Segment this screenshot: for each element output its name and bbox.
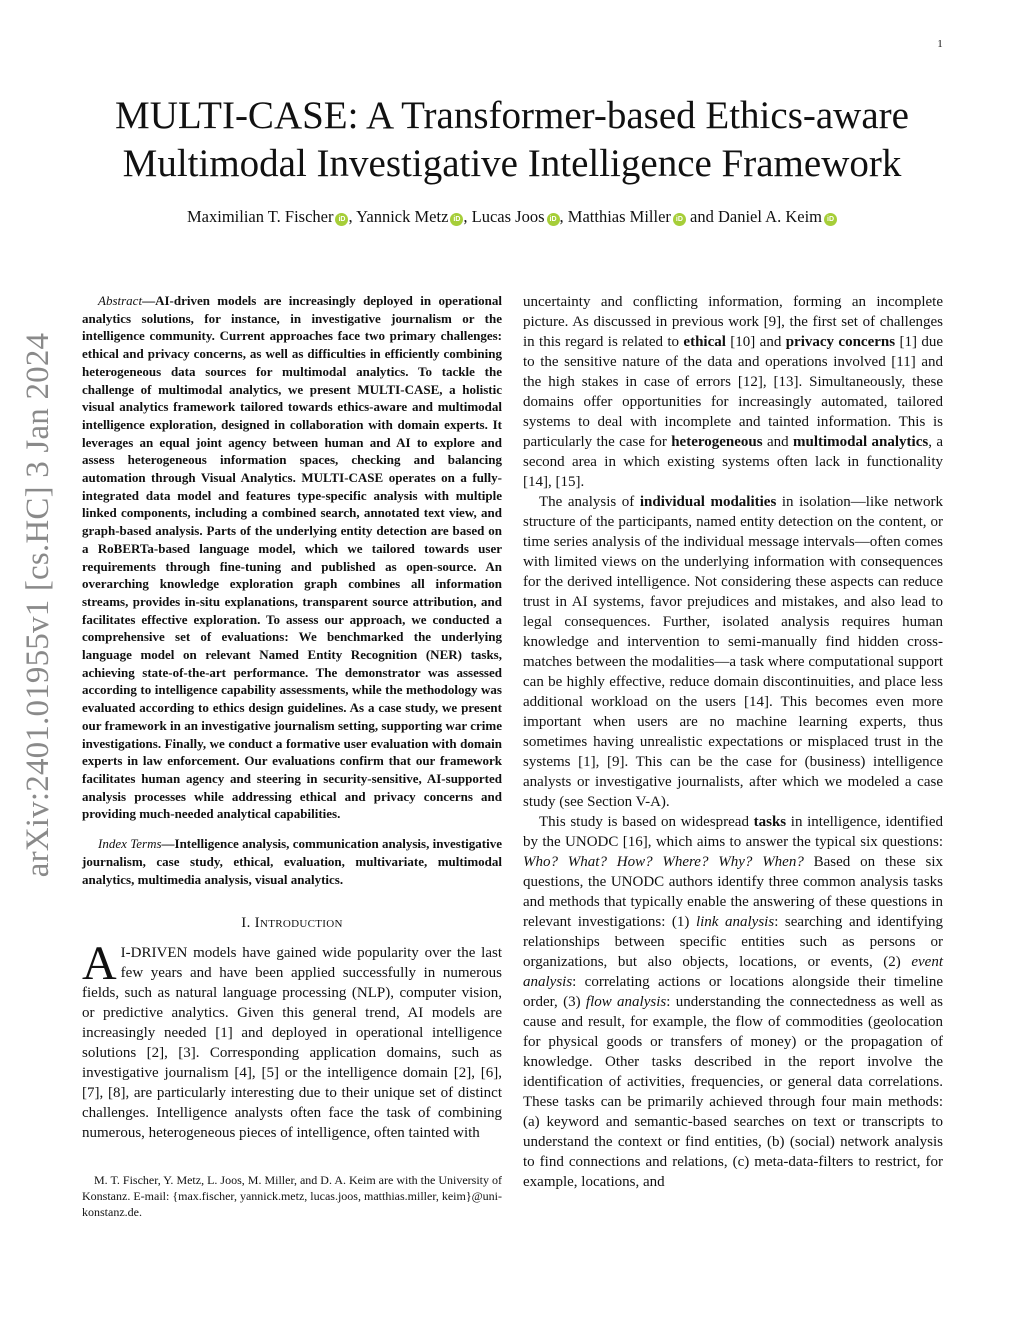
text-run: and [762, 434, 793, 450]
text-run: , a second area in which existing systems often lack in functionality [14], [15]. [523, 434, 943, 490]
abstract [82, 292, 502, 823]
author [356, 207, 463, 226]
left-column [82, 292, 502, 1232]
intro-paragraph-text: I-DRIVEN models have gained wide popularity over the last few years and have been applied successfully in numerous fields, such as natural language processing (NLP), computer vision, or predictive analytics. Given this general trend, AI models are increasingly needed [1] and deployed in operational intelligence solutions [2], [3]. Corresponding application domains, such as investigative journalism [4], [5] or the intelligence domain [2], [6], [7], [8], are particularly interesting due to their unique set of distinct challenges. Intelligence analysts often face the task of combining numerous, heterogeneous pieces of intelligence, often tainted with [82, 945, 502, 1142]
index-terms-text: —Intelligence analysis, communication analysis, investigative journalism, case study, ethical, evaluation, multivariate, multimodal analytics, multimedia analysis, visual analytics. [82, 836, 502, 887]
italic-term: flow analysis [585, 994, 667, 1010]
right-column [523, 292, 943, 1192]
title-line-2: Multimodal Investigative Intelligence Framework [122, 142, 902, 185]
author-separator: , [463, 207, 472, 226]
author-list [60, 205, 964, 229]
text-run: in intelligence, identified by the UNODC [16], which aims to answer the typical six questions: [523, 814, 943, 850]
orcid-icon[interactable]: iD [547, 213, 560, 226]
author-separator: and [685, 207, 718, 226]
author [718, 207, 837, 226]
drop-cap: A [82, 937, 117, 991]
author-name: Maximilian T. Fischer [186, 207, 334, 226]
author-name: Yannick Metz [356, 207, 449, 226]
index-terms [82, 835, 502, 888]
arxiv-identifier-stamp[interactable]: arXiv:2401.01955v1 [cs.HC] 3 Jan 2024 [20, 332, 56, 878]
bold-term: multimodal analytics [793, 434, 929, 450]
orcid-icon[interactable]: iD [335, 213, 348, 226]
italic-term: Who? What? How? Where? Why? When? [523, 854, 804, 870]
body-paragraph [523, 812, 943, 1192]
author [568, 207, 686, 226]
bold-term: tasks [753, 814, 787, 830]
text-run: [10] and [725, 334, 786, 350]
italic-term: event analysis [523, 954, 943, 990]
text-run: [1] due to the sensitive nature of the data and operations involved [11] and the high stakes in case of errors [12], [13]. Simultaneously, these domains offer opportunities for increasingly automated, tailored systems to deal with incomplete and tainted information. This is particularly the case for [523, 334, 944, 450]
index-terms-label: Index Terms [98, 836, 162, 852]
body-paragraph [523, 292, 943, 492]
orcid-icon[interactable]: iD [450, 213, 463, 226]
abstract-text: —AI-driven models are increasingly deployed in operational analytics solutions, for instance, in investigative journalism or the intelligence community. Current approaches face two primary challenges: ethical and privacy concerns, as well as difficulties in efficiently combining heterogeneous data sources for multimodal analytics. To tackle the challenge of multimodal analytics, we present MULTI-CASE, a holistic visual analytics framework tailored towards ethics-aware and multimodal intelligence exploration, designed in collaboration with domain experts. It leverages an equal joint agency between human and AI to explore and assess heterogeneous information spaces, checking and balancing automation through Visual Analytics. MULTI-CASE operates on a fully-integrated data model and features type-specific analysis with multiple linked components, including a combined search, annotated text view, and graph-based analysis. Parts of the underlying entity detection are based on a RoBERTa-based language model, which we tailored towards user requirements through fine-tuning and published as open-source. An overarching knowledge exploration graph combines all information streams, provides in-situ explanations, transparent source attribution, and facilitates effective exploration. To assess our approach, we conducted a comprehensive set of evaluations: We benchmarked the underlying language model on relevant Named Entity Recognition (NER) tasks, achieving state-of-the-art performance. The demonstrator was assessed according to intelligence capability assessments, while the methodology was evaluated according to ethics design guidelines. As a case study, we present our framework in an investigative journalism setting, supporting war crime investigations. Finally, we conduct a formative user evaluation with domain experts in law enforcement. Our evaluations confirm that our framework facilitates human agency and steering in security-sensitive, AI-supported analysis processes while addressing ethical and privacy concerns and providing much-needed analytical capabilities. [82, 293, 502, 822]
author-separator: , [559, 207, 568, 226]
paper-title [60, 92, 964, 188]
orcid-icon[interactable]: iD [673, 213, 686, 226]
italic-term: link analysis [695, 914, 775, 930]
text-run: : correlating actions or locations alongside their timeline order, (3) [523, 974, 943, 1010]
text-run: in isolation—like network structure of the participants, named entity detection on the content, or time series analysis of the individual message intervals—often comes with limited views on the underlying information with consequences for the derived intelligence. Not considering these aspects can reduce trust in AI systems, favor prejudices and mistakes, and also lead to legal consequences. Further, isolated analysis requires human knowledge and intervention to semi-manually find hidden cross-matches between the modalities—a task where computational support can be highly effective, reduce domain discontinuities, and place less additional workload on the users [14]. This becomes even more important when users are no machine learning experts, thus sometimes having unrealistic expectations or misplaced trust in the systems [1], [9]. This can be the case for (business) intelligence analysts or investigative journalists, after which we modeled a case study (see Section V-A). [523, 494, 944, 810]
author [472, 207, 560, 226]
body-paragraph [523, 492, 943, 812]
text-run: uncertainty and conflicting information, forming an incomplete picture. As discussed in previous work [9], the first set of challenges in this regard is related to [523, 294, 943, 350]
text-run: The analysis of [539, 494, 640, 510]
author [187, 207, 349, 226]
text-run: : searching and identifying relationships between specific entities such as persons or organizations, but also objects, locations, or events, (2) [523, 914, 943, 970]
bold-term: ethical [683, 334, 726, 350]
page-number: 1 [937, 38, 943, 50]
author-name: Lucas Joos [471, 207, 545, 226]
author-separator: , [348, 207, 357, 226]
author-affiliation-footnote: M. T. Fischer, Y. Metz, L. Joos, M. Miller, and D. A. Keim are with the University of Konstanz. E-mail: {max.fischer, yannick.metz, lucas.joos, matthias.miller, keim}@uni-konstanz.de. [82, 1173, 502, 1220]
author-name: Daniel A. Keim [717, 207, 822, 226]
abstract-label: Abstract [98, 293, 143, 308]
bold-term: privacy concerns [785, 334, 896, 350]
intro-paragraph [82, 937, 502, 1143]
text-run: Based on these six questions, the UNODC authors identify three common analysis tasks and methods that typically enable the answering of these questions in relevant investigations: (1) [523, 854, 943, 930]
bold-term: individual modalities [639, 494, 777, 510]
title-line-1: MULTI-CASE: A Transformer-based Ethics-aware [115, 94, 909, 137]
text-run: This study is based on widespread [539, 814, 754, 830]
section-heading-introduction: I. Introduction [241, 915, 343, 932]
author-name: Matthias Miller [567, 207, 671, 226]
bold-term: heterogeneous [671, 434, 763, 450]
orcid-icon[interactable]: iD [824, 213, 837, 226]
text-run: : understanding the connectedness as well as cause and result, for example, the flow of commodities (geolocation for physical goods or transfers of money) or the propagation of knowledge. Other tasks described in the report involve the identification of activities, frequencies, or general data correlations. These tasks can be primarily achieved through four main methods: (a) keyword and semantic-based searches on text or transcripts to understand the context or find entities, (b) (social) network analysis to find connections and relations, (c) meta-data-filters to restrict, for example, locations, and [523, 994, 944, 1190]
